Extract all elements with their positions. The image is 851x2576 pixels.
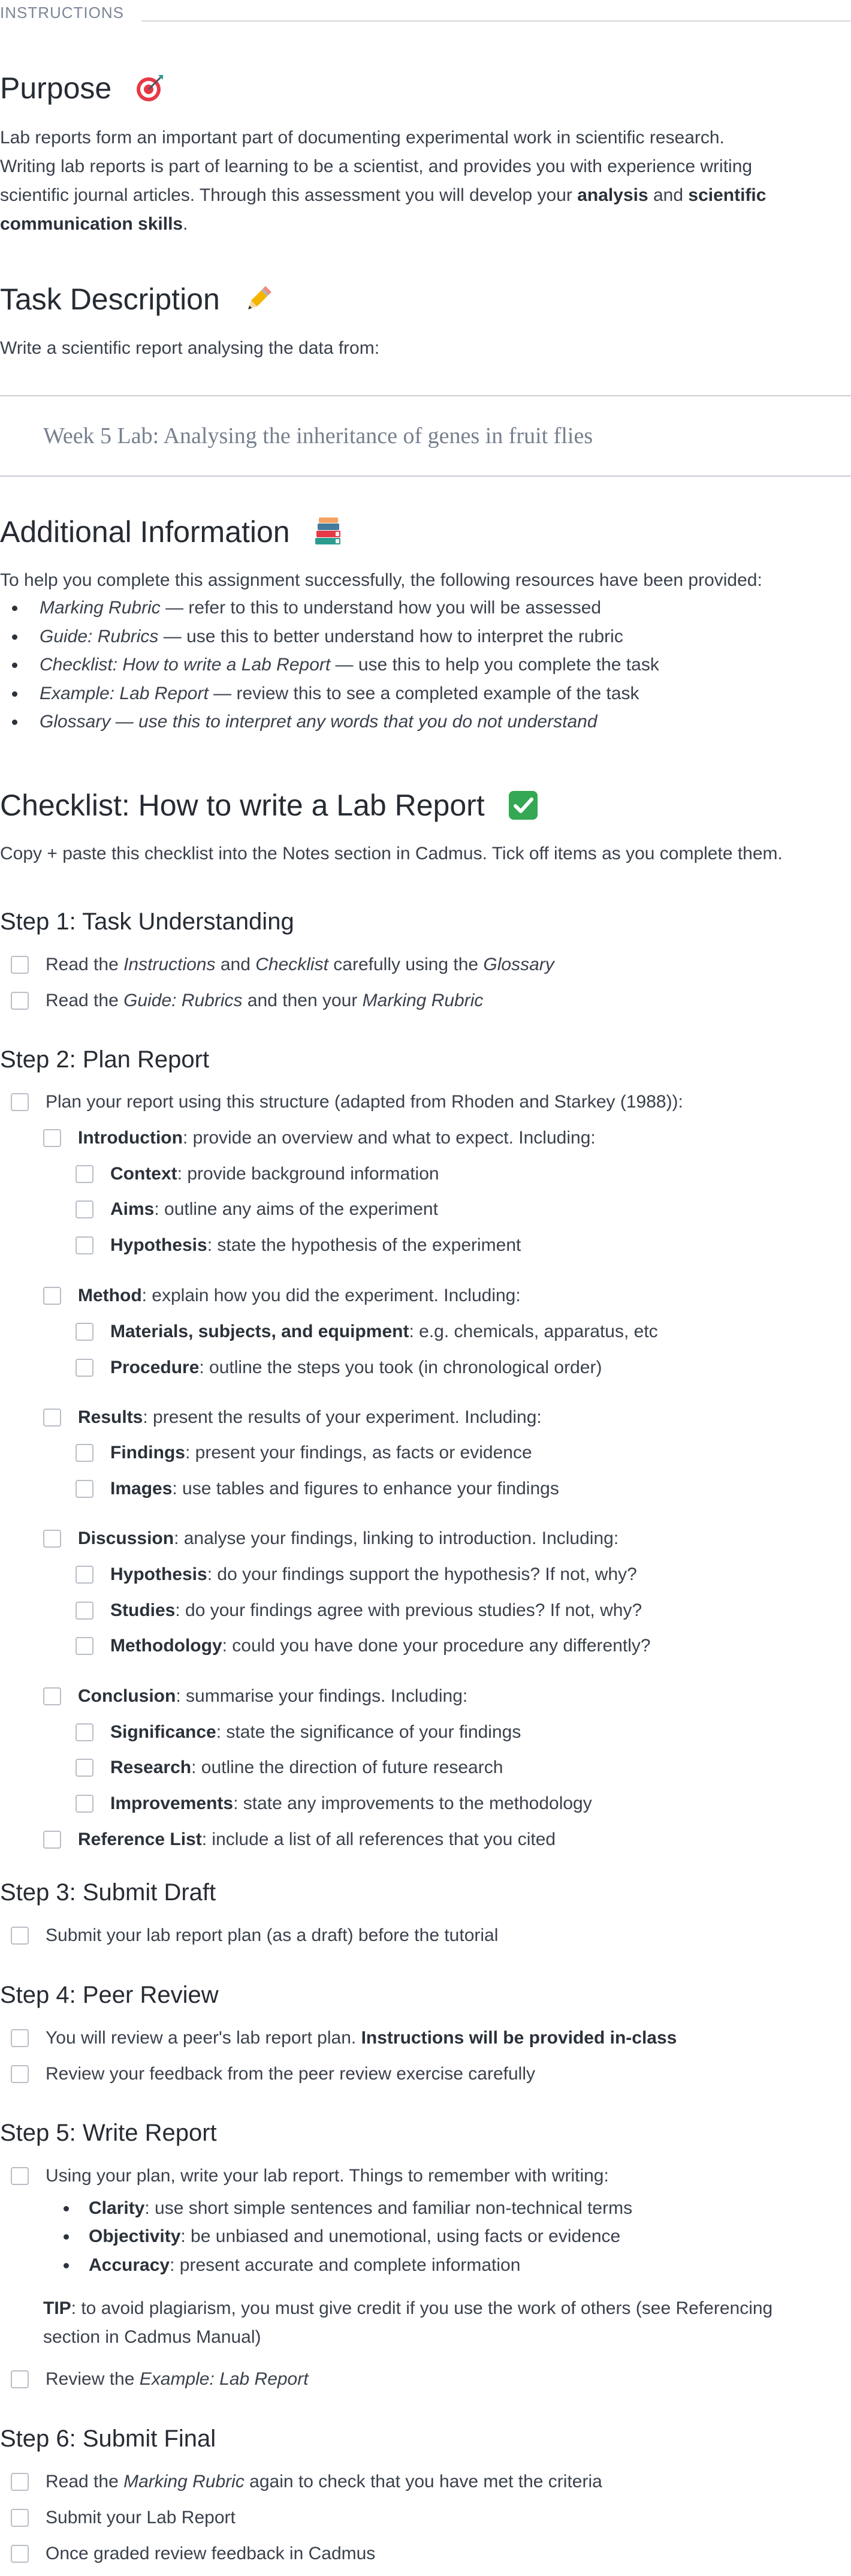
list-item: Marking Rubric — refer to this to understand how you will be assessed	[0, 594, 659, 622]
step3-heading: Step 3: Submit Draft	[0, 1879, 216, 1906]
checklist-item: Studies: do your findings agree with previous studies? If not, why?	[76, 1597, 642, 1624]
checklist-item: Plan your report using this structure (adapted from Rhoden and Starkey (1988)):	[11, 1088, 683, 1116]
checkbox[interactable]	[11, 992, 29, 1010]
task-text: Write a scientific report analysing the data from:	[0, 338, 380, 358]
checkbox[interactable]	[76, 1323, 93, 1341]
checklist-item: Read the Instructions and Checklist carefully using the Glossary	[11, 951, 554, 979]
task-heading	[0, 282, 274, 317]
instructions-label: INSTRUCTIONS	[0, 4, 124, 22]
checkbox[interactable]	[11, 2029, 29, 2047]
checklist-heading	[0, 788, 539, 823]
plagiarism-tip: TIP: to avoid plagiarism, you must give credit if you use the work of others (see Referencing section in Cadmus Manual)	[43, 2298, 773, 2347]
checklist-item: Hypothesis: state the hypothesis of the experiment	[76, 1232, 521, 1259]
purpose-paragraph: Lab reports form an important part of documenting experimental work in scientific research. Writing lab reports is part of learning to be a scientist, and provides you with experience writing scientific journal articles. Through this assessment you will develop your analysis and scientific communication skills.	[0, 128, 766, 234]
checkbox[interactable]	[76, 1759, 93, 1777]
checklist-item: Review your feedback from the peer review exercise carefully	[11, 2060, 535, 2088]
list-item: Glossary — use this to interpret any words that you do not understand	[0, 708, 659, 736]
target-icon	[134, 73, 165, 104]
checklist-item: Images: use tables and figures to enhance your findings	[76, 1475, 559, 1503]
checkbox[interactable]	[43, 1530, 61, 1548]
list-item: Guide: Rubrics — use this to better understand how to interpret the rubric	[0, 622, 659, 651]
checklist-item: Read the Guide: Rubrics and then your Marking Rubric	[11, 987, 483, 1015]
checklist-item: Review the Example: Lab Report	[11, 2366, 309, 2393]
checkbox[interactable]	[76, 1359, 93, 1377]
checkbox[interactable]	[76, 1566, 93, 1584]
checkbox[interactable]	[11, 2370, 29, 2388]
step5-heading: Step 5: Write Report	[0, 2120, 217, 2146]
checkbox[interactable]	[43, 1409, 61, 1427]
resource-list	[0, 594, 659, 736]
checklist-item: Methodology: could you have done your procedure any differently?	[76, 1632, 651, 1660]
checklist-item: Introduction: provide an overview and what to expect. Including:	[43, 1124, 596, 1152]
task-title: Task Description	[0, 282, 220, 316]
list-item: Example: Lab Report — review this to see a completed example of the task	[0, 679, 659, 708]
checkbox[interactable]	[11, 1093, 29, 1111]
additional-title: Additional Information	[0, 515, 290, 549]
checkbox[interactable]	[76, 1723, 93, 1741]
checkbox[interactable]	[76, 1795, 93, 1813]
additional-intro: To help you complete this assignment successfully, the following resources have been provided:	[0, 570, 762, 590]
step1-heading: Step 1: Task Understanding	[0, 908, 294, 935]
checklist-item: Hypothesis: do your findings support the hypothesis? If not, why?	[76, 1561, 637, 1588]
checklist-item: Significance: state the significance of your findings	[76, 1719, 521, 1746]
checkbox[interactable]	[43, 1687, 61, 1705]
books-icon	[313, 516, 344, 547]
checkbox[interactable]	[76, 1444, 93, 1462]
checklist-item: Method: explain how you did the experiment. Including:	[43, 1282, 521, 1310]
task-quote	[0, 395, 851, 477]
checklist-item: Submit your lab report plan (as a draft) before the tutorial	[11, 1922, 498, 1949]
additional-heading	[0, 514, 344, 549]
checklist-item: Improvements: state any improvements to the methodology	[76, 1790, 592, 1817]
list-item: Clarity: use short simple sentences and familiar non-technical terms	[64, 2195, 632, 2222]
checklist-title: Checklist: How to write a Lab Report	[0, 789, 485, 822]
checkbox[interactable]	[43, 1129, 61, 1147]
checkbox[interactable]	[11, 2545, 29, 2563]
checklist-item: Research: outline the direction of future research	[76, 1754, 503, 1781]
checklist-item: Materials, subjects, and equipment: e.g. chemicals, apparatus, etc	[76, 1318, 658, 1346]
step2-heading: Step 2: Plan Report	[0, 1046, 210, 1073]
checkbox[interactable]	[76, 1602, 93, 1620]
checkbox[interactable]	[43, 1831, 61, 1849]
checkbox[interactable]	[76, 1480, 93, 1498]
checkbox[interactable]	[11, 2509, 29, 2527]
checklist-item: Once graded review feedback in Cadmus	[11, 2540, 375, 2568]
list-item: Objectivity: be unbiased and unemotional, using facts or evidence	[64, 2223, 620, 2250]
checklist-intro: Copy + paste this checklist into the Notes section in Cadmus. Tick off items as you complete them.	[0, 844, 783, 863]
checkbox[interactable]	[76, 1637, 93, 1655]
checkbox[interactable]	[76, 1200, 93, 1218]
list-item: Accuracy: present accurate and complete information	[64, 2252, 520, 2279]
checklist-item: Aims: outline any aims of the experiment	[76, 1196, 438, 1223]
checklist-item: Results: present the results of your experiment. Including:	[43, 1404, 542, 1431]
checkbox[interactable]	[11, 2167, 29, 2185]
step6-heading: Step 6: Submit Final	[0, 2425, 216, 2452]
checkbox[interactable]	[11, 2473, 29, 2491]
checklist-item: Findings: present your findings, as facts or evidence	[76, 1439, 532, 1467]
checkbox[interactable]	[11, 956, 29, 974]
header-divider	[141, 20, 851, 22]
checklist-item: Using your plan, write your lab report. Things to remember with writing:	[11, 2162, 609, 2190]
purpose-heading	[0, 71, 165, 106]
checkbox[interactable]	[76, 1165, 93, 1183]
checklist-item: You will review a peer's lab report plan. Instructions will be provided in-class	[11, 2024, 677, 2052]
checkbox[interactable]	[11, 2065, 29, 2083]
checklist-item: Conclusion: summarise your findings. Including:	[43, 1683, 467, 1710]
checkbox[interactable]	[43, 1287, 61, 1305]
purpose-title: Purpose	[0, 71, 112, 105]
step4-heading: Step 4: Peer Review	[0, 1982, 219, 2008]
checkbox[interactable]	[76, 1236, 93, 1254]
checklist-item: Reference List: include a list of all references that you cited	[43, 1826, 556, 1853]
pencil-icon	[243, 284, 274, 315]
task-quote-text: Week 5 Lab: Analysing the inheritance of genes in fruit flies	[43, 423, 593, 449]
checklist-item: Procedure: outline the steps you took (in chronological order)	[76, 1354, 602, 1382]
checkbox[interactable]	[11, 1927, 29, 1945]
list-item: Checklist: How to write a Lab Report — use this to help you complete the task	[0, 651, 659, 679]
checklist-item: Discussion: analyse your findings, linking to introduction. Including:	[43, 1525, 618, 1552]
checklist-item: Read the Marking Rubric again to check that you have met the criteria	[11, 2468, 602, 2496]
check-mark-button-icon	[508, 790, 539, 821]
checklist-item: Submit your Lab Report	[11, 2504, 236, 2532]
checklist-item: Context: provide background information	[76, 1160, 439, 1188]
